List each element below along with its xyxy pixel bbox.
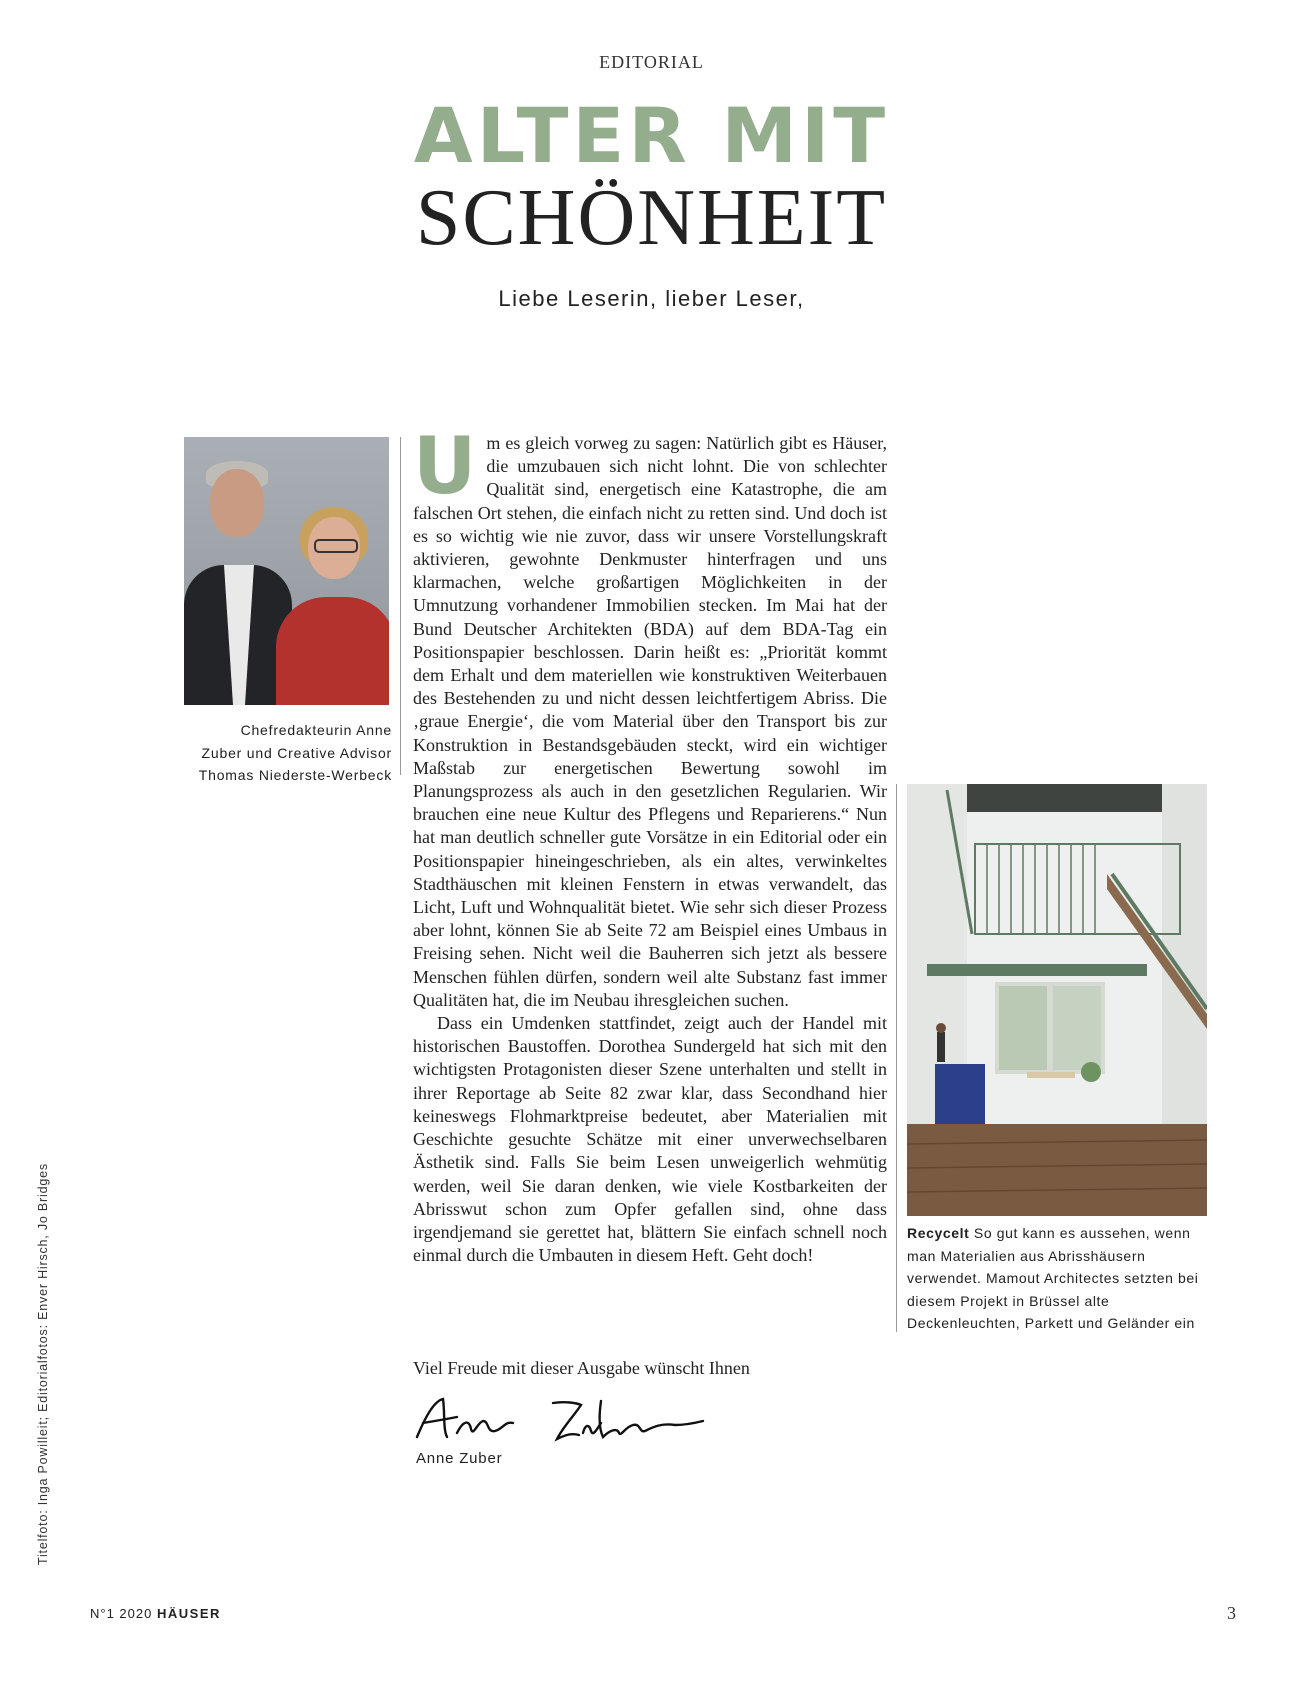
headline-line-1: ALTER MIT (413, 91, 890, 180)
article-paragraph-1 (413, 422, 887, 1012)
interior-caption (907, 1222, 1217, 1335)
signature-image (413, 1393, 713, 1451)
column-divider-right (896, 784, 897, 1332)
column-divider-left (400, 437, 401, 775)
closing-line: Viel Freude mit dieser Ausgabe wünscht Ihnen (413, 1358, 750, 1378)
issue-number: N°1 2020 (90, 1606, 153, 1621)
headline-line-2: SCHÖNHEIT (415, 174, 888, 262)
portrait-caption-line: Thomas Niederste-Werbeck (198, 767, 392, 783)
paragraph-1-text: m es gleich vorweg zu sagen: Natürlich gibt es Häuser, die umzubauen sich nicht lohnt. Die von schlechter Qualität sind, energetisch eine Katastrophe, die am falschen Ort stehen, die einfach nicht zu retten sind. Und doch ist es so wichtig wie nie zuvor, dass wir unsere Vorstellungskraft aktivieren, gewohnte Denkmuster hinterfragen und uns klarmachen, welche großartigen Möglichkeiten in der Umnutzung vorhandener Immobilien stecken. Im Mai hat der Bund Deutscher Architekten (BDA) auf dem BDA-Tag ein Positionspapier beschlossen. Darin heißt es: „Priorität kommt dem Erhalt und dem materiellen wie konstruktiven Weiterbauen des Bestehenden zu und nicht dessen leichtfertigem Abriss. Die ‚graue Energie‘, die vom Material über den Transport bis zur Konstruktion in Bestandsgebäuden steckt, wird ein wichtiger Maßstab zur energetischen Bewertung sowohl im Planungsprozess als auch in den gesetzlichen Regularien. Wir brauchen eine neue Kultur des Pflegens und Reparierens.“ Nun hat man deutlich schneller gute Vorsätze in ein Editorial oder ein Positionspapier hineingeschrieben, als ein altes, verwinkeltes Stadthäuschen mit kleinen Fenstern in etwas verwandelt, das Licht, Luft und Wohnqualität bietet. Wie sehr sich dieser Prozess aber lohnt, können Sie ab Seite 72 am Beispiel eines Umbaus in Freising sehen. Nicht weil die Bauherren sich jetzt als bessere Menschen fühlen dürfen, sondern weil alte Substanz fast immer Qualitäten hat, die im Neubau ihresgleichen suchen. (413, 433, 887, 1010)
salutation: Liebe Leserin, lieber Leser, (498, 286, 805, 311)
signer-name: Anne Zuber (416, 1450, 503, 1467)
portrait-caption-line: Chefredakteurin Anne (240, 722, 392, 738)
page-number: 3 (1227, 1603, 1236, 1623)
caption-lead: Recycelt (907, 1225, 970, 1241)
portrait-caption (150, 719, 392, 787)
caption-text: So gut kann es aussehen, wenn man Materialien aus Abrisshäusern verwendet. Mamout Architectes setzten bei diesem Projekt in Brüssel alte Deckenleuchten, Parkett und Geländer ein (907, 1225, 1199, 1331)
portrait-caption-line: Zuber und Creative Advisor (201, 744, 392, 761)
article-paragraph-2: Dass ein Umdenken stattfindet, zeigt auch der Handel mit historischen Baustoffen. Dorothea Sundergeld hat sich mit den wichtigsten Protagonisten dieser Szene unterhalten und stellt in ihrer Reportage ab Seite 82 zwar klar, dass Secondhand hier keineswegs Flohmarktpreise bedeutet, aber Materialien mit Geschichte gesuchte Schätze mit einer unverwechselbaren Ästhetik sind. Falls Sie beim Lesen unweigerlich wehmütig werden, weil Sie daran denken, wie viele Kostbarkeiten der Abrisswut schon zum Opfer gefallen sind, ohne dass irgendjemand sie gerettet hat, blättern Sie einfach schnell noch einmal durch die Umbauten in diesem Heft. Geht doch! (413, 1013, 887, 1266)
editor-portrait-photo (184, 437, 389, 705)
article-body (413, 422, 887, 1267)
drop-cap: U (413, 422, 477, 512)
footer-issue (90, 1606, 221, 1621)
magazine-name: HÄUSER (156, 1606, 221, 1621)
photo-credits: Titelfoto: Inga Powilleit; Editorialfotos: Enver Hirsch, Jo Bridges (36, 1163, 50, 1565)
interior-photo (907, 784, 1207, 1216)
section-kicker: EDITORIAL (599, 52, 704, 72)
